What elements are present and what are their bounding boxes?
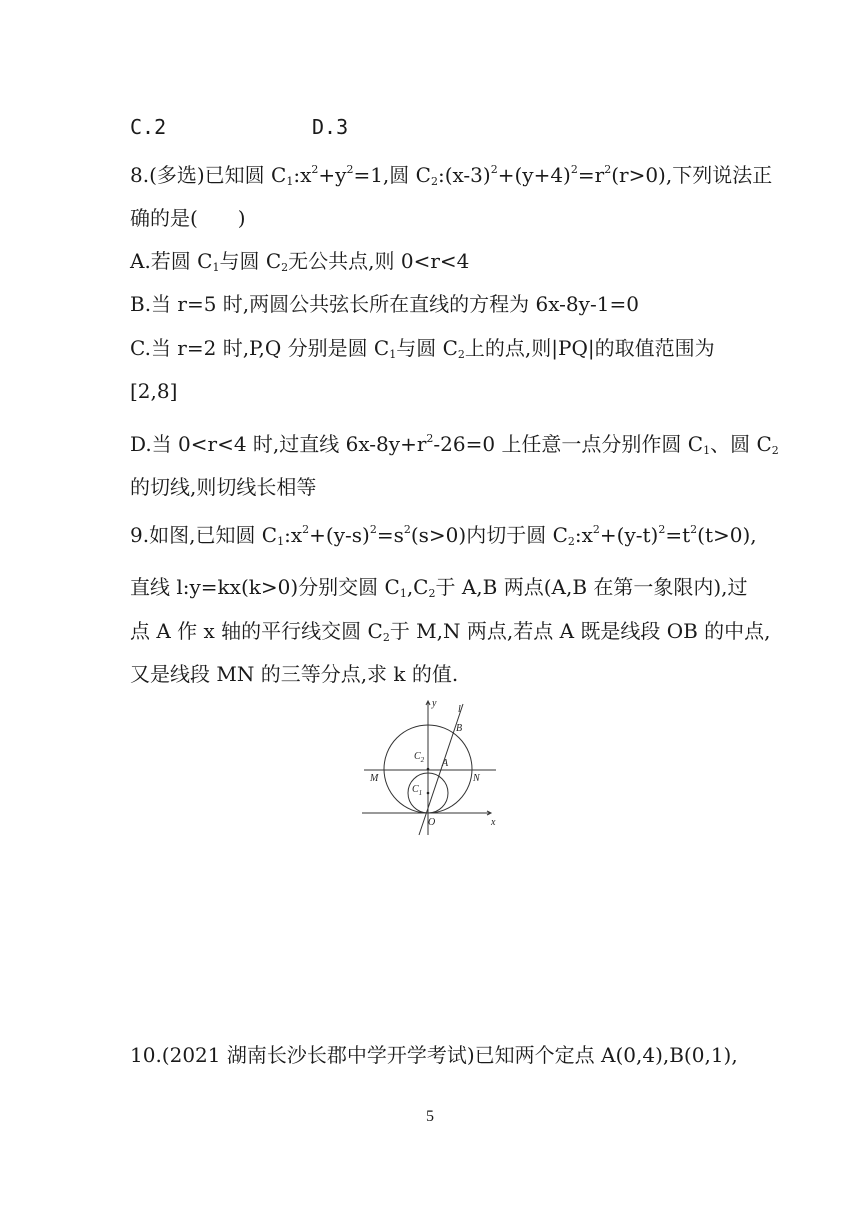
- q8-option-c-line2: [2,8]: [130, 379, 178, 403]
- q9-stem-line2: 直线 l:y=kx(k>0)分别交圆 $C_1,C_2$于 A,B 两点(A,B 在第一象限内),过: [130, 575, 748, 600]
- q10-stem-line1: 10.(2021 湖南长沙长郡中学开学考试)已知两个定点 A(0,4),B(0,1),: [130, 1043, 738, 1067]
- label-y: y: [432, 698, 437, 709]
- label-a: A: [442, 758, 449, 769]
- page-number: 5: [426, 1108, 434, 1125]
- q8-option-d-line1: D.当 0<r<4 时,过直线 $6x-8y+r^2-26=0$ 上任意一点分别作圆 $C_1$、圆 $C_2$: [130, 432, 779, 457]
- q8-option-b: B.当 r=5 时,两圆公共弦长所在直线的方程为 6x-8y-1=0: [130, 292, 639, 316]
- label-o: O: [428, 817, 436, 828]
- label-n: N: [473, 773, 480, 784]
- option-d-q7: D.3: [312, 115, 349, 139]
- q8-stem-line2: 确的是( ): [130, 206, 246, 230]
- point-c2: [427, 768, 430, 771]
- q9-figure: [360, 695, 500, 845]
- q8-option-c-line1: C.当 r=2 时,P,Q 分别是圆 $C_1$与圆 $C_2$上的点,则|PQ|的取值范围为: [130, 336, 715, 361]
- label-x: x: [491, 817, 496, 828]
- label-c1: $C_1$: [412, 784, 423, 797]
- label-m: M: [370, 773, 379, 784]
- q9-stem-line3: 点 A 作 x 轴的平行线交圆 $C_2$于 M,N 两点,若点 A 既是线段 OB 的中点,: [130, 619, 771, 644]
- label-b: B: [456, 723, 463, 734]
- q9-stem-line4: 又是线段 MN 的三等分点,求 k 的值.: [130, 662, 459, 686]
- q8-stem-line1: 8.(多选)已知圆 $C_1:x^2+y^2=1$,圆 $C_2:(x-3)^2+(y+4)^2=r^2(r>0)$,下列说法正: [130, 163, 773, 188]
- q8-option-d-line2: 的切线,则切线长相等: [130, 475, 317, 499]
- option-c-q7: C.2: [130, 115, 167, 139]
- label-c2: $C_2$: [414, 751, 425, 764]
- q8-option-a: A.若圆 $C_1$与圆 $C_2$无公共点,则 0<r<4: [130, 249, 470, 274]
- label-l: l: [458, 704, 461, 715]
- point-c1: [427, 792, 430, 795]
- q9-stem-line1: 9.如图,已知圆 $C_1:x^2+(y-s)^2=s^2(s>0)$内切于圆 $C_2:x^2+(y-t)^2=t^2(t>0)$,: [130, 523, 757, 548]
